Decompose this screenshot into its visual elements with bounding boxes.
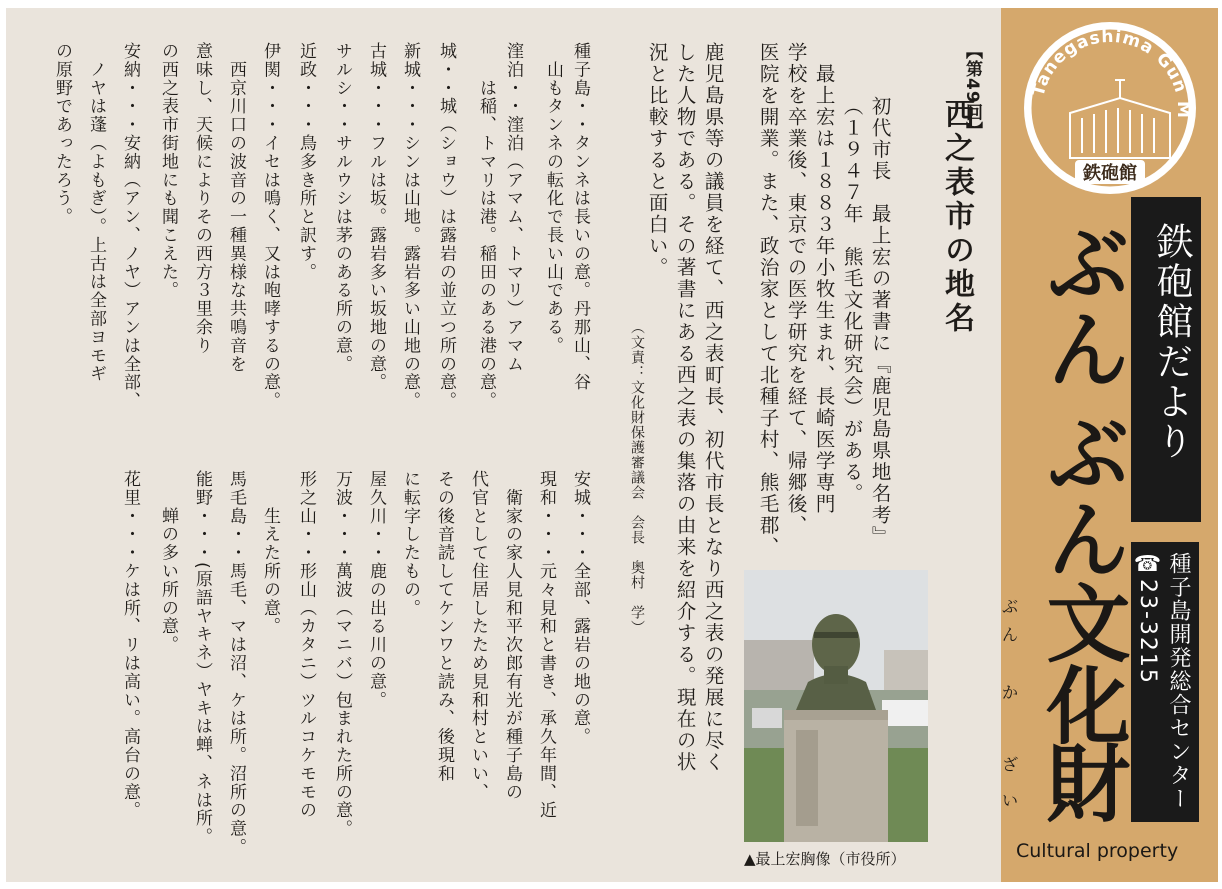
intro-line: 況と比較すると面白い。 [645, 42, 669, 279]
article-title: 西之表市の地名 [939, 98, 974, 336]
ruby-za: ざ [1002, 755, 1019, 774]
museum-logo [1020, 18, 1200, 198]
ruby-i: い [1002, 791, 1019, 810]
organization-name: 種子島開発総合センター [1166, 552, 1191, 811]
place-entry: 衛家の家人見和平次郎有光が種子島の [502, 470, 522, 802]
place-entry: 花里・・・ケは所、リは高い。高台の意。 [120, 470, 140, 820]
logo-arc-text: Tanegashima Gun M [1028, 26, 1194, 119]
place-entry: 生えた所の意。 [260, 470, 280, 636]
bust-photo [744, 570, 928, 842]
intro-line: 学校を卒業後、東京での医学研究を経て、帰郷後、 [784, 42, 808, 537]
place-entry: サルシ・・サルウシは茅のある所の意。 [332, 42, 352, 374]
place-entry: に転字したもの。 [400, 470, 420, 618]
place-entry: 馬毛島・・馬毛、マは沼、ケは所。沼所の意。 [226, 470, 246, 857]
title-char-7: 財 [1033, 740, 1131, 824]
ruby-n: ん [1002, 625, 1019, 644]
place-entry: は稲、トマリは港。稲田のある港の意。 [476, 42, 496, 410]
place-entry: 安城・・・全部、露岩の地の意。 [570, 470, 590, 746]
place-entry: 種子島・・タンネは長いの意。丹那山、谷 [570, 42, 590, 392]
place-entry: 城・・城（ショウ）は露岩の並立つ所の意。 [436, 42, 456, 410]
intro-line: 最上宏は１８８３年小牧生まれ、長崎医学専門 [812, 42, 836, 515]
intro-line: （１９４７年 熊毛文化研究会）がある。 [840, 96, 864, 505]
place-entry: 安納・・・安納（アン、ノヤ）アンは全部、 [120, 42, 140, 410]
place-entry: 屋久川・・鹿の出る川の意。 [366, 470, 386, 710]
place-entry: 万波・・・萬波（マニバ）包まれた所の意。 [332, 470, 352, 838]
place-entry: の西之表市街地にも聞こえた。 [158, 42, 178, 300]
place-entry: その後音読してケンワと読み、後現和 [434, 470, 454, 783]
place-entry: 近政・・・鳥多き所と訳す。 [296, 42, 316, 282]
place-entry: ノヤは蓬（よもぎ）。上古は全部ヨモギ [86, 42, 106, 384]
title-char-4: ん [1033, 496, 1131, 580]
place-entry: 現和・・・元々見和と書き、承久年間、近 [536, 470, 556, 820]
place-entry: 漥泊・・漥泊（アマム、トマリ）アマム [503, 42, 523, 374]
place-entry: 新城・・・シンは山地。露岩多い山地の意。 [400, 42, 420, 410]
place-entry: の原野であったろう。 [52, 42, 72, 226]
intro-line: 鹿児島県等の議員を経て、西之表町長、初代市長となり西之表の発展に尽く [701, 42, 725, 773]
issue-number: 【第49回】 [962, 42, 982, 140]
place-entry: 蝉の多い所の意。 [158, 470, 178, 654]
title-char-2: ん [1033, 306, 1131, 390]
phone-number: ☎23-3215 [1135, 552, 1160, 685]
place-entry: 意味し、天候によりその西方３里余り [192, 42, 212, 355]
place-entry: 形之山・・形山（カタニ）ツルコケモモの [296, 470, 316, 820]
intro-line: した人物である。その著書にある西之表の集落の由来を紹介する。現在の状 [673, 42, 697, 773]
ruby-bu: ぶ [1002, 597, 1019, 616]
place-entry: 伊関・・・イセは鳴く、又は咆哮するの意。 [260, 42, 280, 410]
title-char-5: 文 [1033, 580, 1131, 664]
logo-kanji: 鉄砲館 [1083, 163, 1137, 184]
intro-line: 医院を開業。また、政治家として北種子村、熊毛郡、 [756, 42, 780, 558]
place-entry: 古城・・・フルは坂。露岩多い坂地の意。 [366, 42, 386, 392]
photo-caption: ▲最上宏胸像（市役所） [744, 850, 906, 868]
title-char-6: 化 [1033, 662, 1131, 746]
intro-line: 初代市長 最上宏の著書に『鹿児島県地名考』 [868, 96, 892, 548]
place-entry: 能野・・・(原語ヤキネ）ヤキは蝉、ネは所。 [192, 470, 212, 847]
place-entry: 山もタンネの転化で長い山である。 [543, 42, 563, 355]
place-entry: 代官として住居したため見和村といい、 [468, 470, 488, 802]
place-entry: 西京川口の波音の一種異様な共鳴音を [226, 42, 246, 374]
ruby-ka: か [1002, 683, 1019, 702]
title-char-3: ぶ [1033, 410, 1131, 494]
author-credit: （文責：文化財保護審議会 会長 奥村 学） [629, 320, 645, 635]
english-label: Cultural property [1016, 840, 1179, 862]
title-char-1: ぶ [1033, 220, 1131, 304]
newsletter-subtitle: 鉄砲館だより [1150, 222, 1193, 462]
